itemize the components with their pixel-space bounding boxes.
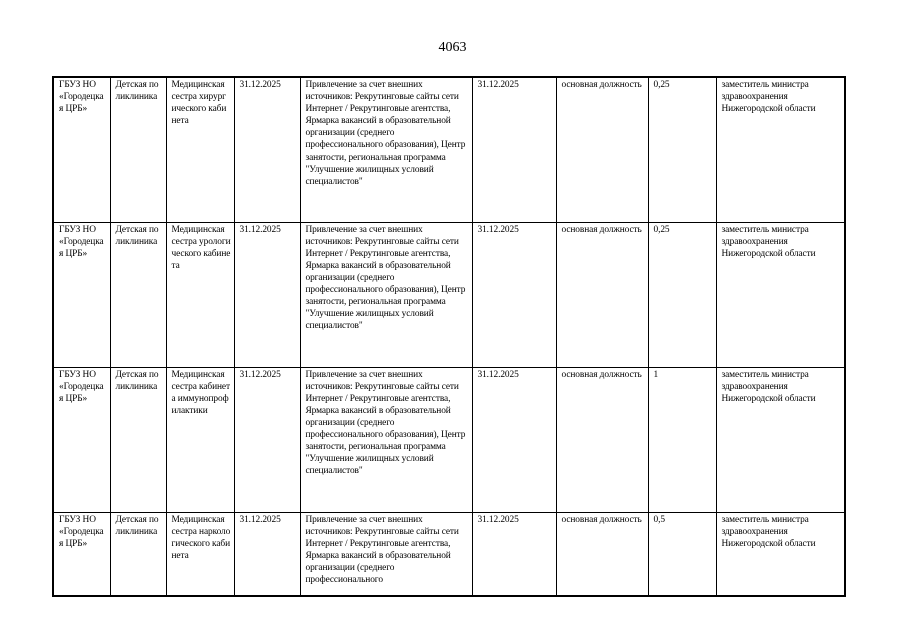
measures-cell: Привлечение за счет внешних источников: Рекрутинговые сайты сети Интернет / Рекрутинговые агентства, Ярмарка вакансий в образовательной организации (среднего профессионального образования), Центр занятости, региональная программа "Улучшение жилищных условий специалистов" <box>300 222 472 367</box>
date-to-cell: 31.12.2025 <box>472 367 556 512</box>
date-from-cell: 31.12.2025 <box>234 367 300 512</box>
org-cell: ГБУЗ НО «Городецкая ЦРБ» <box>53 77 110 222</box>
responsible-cell: заместитель министра здравоохранения Нижегородской области <box>716 512 845 596</box>
responsible-cell: заместитель министра здравоохранения Нижегородской области <box>716 222 845 367</box>
org-cell: ГБУЗ НО «Городецкая ЦРБ» <box>53 222 110 367</box>
date-to-cell: 31.12.2025 <box>472 222 556 367</box>
table-row <box>53 222 845 367</box>
position-cell: Медицинская сестра кабинета иммунопрофилактики <box>166 367 234 512</box>
position-cell: Медицинская сестра наркологического кабинета <box>166 512 234 596</box>
job-type-cell: основная должность <box>556 77 648 222</box>
unit-cell: Детская поликлиника <box>110 77 166 222</box>
unit-cell: Детская поликлиника <box>110 512 166 596</box>
page-number: 4063 <box>438 40 467 55</box>
position-cell: Медицинская сестра хирургического кабинета <box>166 77 234 222</box>
date-to-cell: 31.12.2025 <box>472 77 556 222</box>
measures-cell: Привлечение за счет внешних источников: Рекрутинговые сайты сети Интернет / Рекрутинговые агентства, Ярмарка вакансий в образовательной организации (среднего профессионального <box>300 512 472 596</box>
org-cell: ГБУЗ НО «Городецкая ЦРБ» <box>53 367 110 512</box>
rate-cell: 1 <box>648 367 716 512</box>
table-row <box>53 512 845 596</box>
rate-cell: 0,5 <box>648 512 716 596</box>
job-type-cell: основная должность <box>556 512 648 596</box>
job-type-cell: основная должность <box>556 222 648 367</box>
measures-cell: Привлечение за счет внешних источников: Рекрутинговые сайты сети Интернет / Рекрутинговые агентства, Ярмарка вакансий в образовательной организации (среднего профессионального образования), Центр занятости, региональная программа "Улучшение жилищных условий специалистов" <box>300 367 472 512</box>
unit-cell: Детская поликлиника <box>110 367 166 512</box>
position-cell: Медицинская сестра урологического кабинета <box>166 222 234 367</box>
date-from-cell: 31.12.2025 <box>234 512 300 596</box>
date-from-cell: 31.12.2025 <box>234 222 300 367</box>
staffing-table <box>52 76 846 597</box>
rate-cell: 0,25 <box>648 222 716 367</box>
measures-cell: Привлечение за счет внешних источников: Рекрутинговые сайты сети Интернет / Рекрутинговые агентства, Ярмарка вакансий в образовательной организации (среднего профессионального образования), Центр занятости, региональная программа "Улучшение жилищных условий специалистов" <box>300 77 472 222</box>
job-type-cell: основная должность <box>556 367 648 512</box>
table-row <box>53 367 845 512</box>
rate-cell: 0,25 <box>648 77 716 222</box>
date-from-cell: 31.12.2025 <box>234 77 300 222</box>
org-cell: ГБУЗ НО «Городецкая ЦРБ» <box>53 512 110 596</box>
unit-cell: Детская поликлиника <box>110 222 166 367</box>
responsible-cell: заместитель министра здравоохранения Нижегородской области <box>716 367 845 512</box>
date-to-cell: 31.12.2025 <box>472 512 556 596</box>
responsible-cell: заместитель министра здравоохранения Нижегородской области <box>716 77 845 222</box>
table-row <box>53 77 845 222</box>
